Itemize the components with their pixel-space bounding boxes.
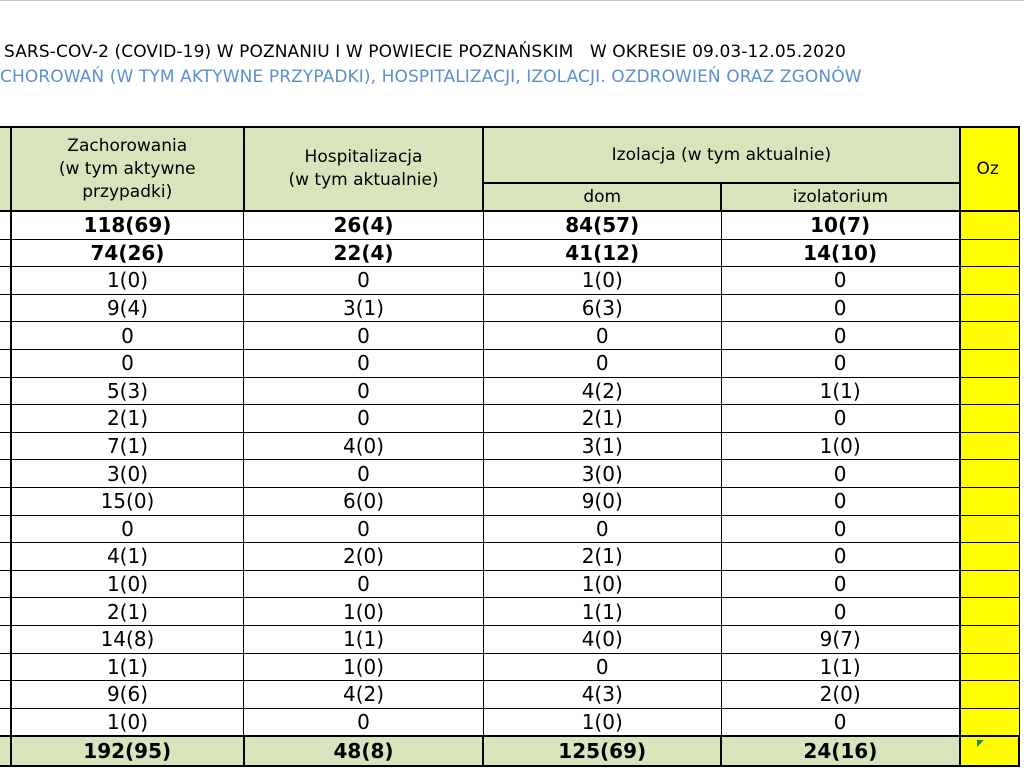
cell-hospitalizacja: 22(4) xyxy=(244,239,483,267)
cell-hospitalizacja: 0 xyxy=(244,570,483,598)
table-row xyxy=(0,267,1019,295)
cell-izolatorium: 9(7) xyxy=(721,625,959,653)
table-row xyxy=(0,349,1019,377)
cell-dom: 1(0) xyxy=(483,708,721,736)
header-hospitalizacja-line1: Hospitalizacja xyxy=(304,147,423,167)
cell-dom: 0 xyxy=(483,322,721,350)
cell-zachorowania: 2(1) xyxy=(11,598,244,626)
row-label-cell xyxy=(0,239,11,267)
cell-izolatorium: 0 xyxy=(721,570,959,598)
cell-hospitalizacja: 0 xyxy=(244,349,483,377)
header-dom: dom xyxy=(483,183,721,211)
cell-hospitalizacja: 4(0) xyxy=(244,432,483,460)
table-row xyxy=(0,653,1019,681)
cell-dom: 41(12) xyxy=(483,239,721,267)
cell-zachorowania: 0 xyxy=(11,349,244,377)
cell-zachorowania: 2(1) xyxy=(11,405,244,433)
row-label-cell xyxy=(0,405,11,433)
cell-ozdrowienia xyxy=(960,487,1019,515)
cell-zachorowania: 7(1) xyxy=(11,432,244,460)
cell-hospitalizacja: 0 xyxy=(244,708,483,736)
cell-zachorowania: 9(6) xyxy=(11,681,244,709)
table-row xyxy=(0,405,1019,433)
cell-zachorowania: 15(0) xyxy=(11,487,244,515)
cell-dom: 2(1) xyxy=(483,543,721,571)
cell-zachorowania: 74(26) xyxy=(11,239,244,267)
row-label-cell xyxy=(0,543,11,571)
header-zachorowania-line1: Zachorowania xyxy=(67,135,188,156)
table-row xyxy=(0,708,1019,736)
cell-hospitalizacja: 1(1) xyxy=(244,625,483,653)
cell-izolatorium: 1(1) xyxy=(721,653,959,681)
cell-dom: 3(0) xyxy=(483,460,721,488)
cell-izolatorium: 0 xyxy=(721,294,959,322)
cell-hospitalizacja: 6(0) xyxy=(244,487,483,515)
cell-hospitalizacja: 0 xyxy=(244,460,483,488)
cell-hospitalizacja: 26(4) xyxy=(244,211,483,239)
cell-zachorowania: 9(4) xyxy=(11,294,244,322)
cell-dom: 4(2) xyxy=(483,377,721,405)
header-izolacja: Izolacja (w tym aktualnie) xyxy=(483,127,959,183)
cell-zachorowania: 1(0) xyxy=(11,267,244,295)
cell-hospitalizacja: 0 xyxy=(244,515,483,543)
cell-zachorowania: 14(8) xyxy=(11,625,244,653)
row-label-cell xyxy=(0,460,11,488)
cell-dom: 0 xyxy=(483,349,721,377)
table-row xyxy=(0,681,1019,709)
row-label-cell xyxy=(0,294,11,322)
cell-izolatorium: 0 xyxy=(721,405,959,433)
cell-ozdrowienia xyxy=(960,267,1019,295)
row-label-cell xyxy=(0,487,11,515)
cell-ozdrowienia xyxy=(960,543,1019,571)
cell-zachorowania: 1(0) xyxy=(11,708,244,736)
cell-ozdrowienia xyxy=(960,239,1019,267)
row-label-cell xyxy=(0,625,11,653)
table-row xyxy=(0,377,1019,405)
cell-dom: 2(1) xyxy=(483,405,721,433)
cell-zachorowania: 0 xyxy=(11,515,244,543)
cell-dom: 0 xyxy=(483,653,721,681)
row-label-cell xyxy=(0,570,11,598)
cell-zachorowania: 3(0) xyxy=(11,460,244,488)
cell-dom: 4(3) xyxy=(483,681,721,709)
cell-dom: 84(57) xyxy=(483,211,721,239)
page-subtitle: CHOROWAŃ (W TYM AKTYWNE PRZYPADKI), HOSPITALIZACJI, IZOLACJI. OZDROWIEŃ ORAZ ZGONÓW xyxy=(0,67,862,87)
table-row xyxy=(0,543,1019,571)
cell-ozdrowienia xyxy=(960,294,1019,322)
total-dom: 125(69) xyxy=(483,736,721,766)
header-zachorowania-line2: (w tym aktywne xyxy=(58,158,196,179)
table-row xyxy=(0,211,1019,239)
row-label-cell xyxy=(0,432,11,460)
cell-ozdrowienia xyxy=(960,515,1019,543)
row-label-cell xyxy=(0,377,11,405)
header-ozdrowienia: Oz xyxy=(960,127,1019,211)
table-row xyxy=(0,239,1019,267)
header-hospitalizacja xyxy=(244,127,483,211)
cell-dom: 1(0) xyxy=(483,267,721,295)
table-row xyxy=(0,432,1019,460)
cell-hospitalizacja: 0 xyxy=(244,267,483,295)
row-label-cell xyxy=(0,653,11,681)
cell-hospitalizacja: 1(0) xyxy=(244,598,483,626)
cell-ozdrowienia xyxy=(960,405,1019,433)
cell-zachorowania: 1(1) xyxy=(11,653,244,681)
total-ozdrowienia xyxy=(960,736,1019,766)
row-label-cell xyxy=(0,349,11,377)
table-body xyxy=(0,211,1019,736)
table-row xyxy=(0,487,1019,515)
covid-stats-table xyxy=(0,126,1020,767)
cell-ozdrowienia xyxy=(960,432,1019,460)
cell-ozdrowienia xyxy=(960,598,1019,626)
header-zachorowania-line3: przypadki) xyxy=(82,181,173,202)
cell-izolatorium: 0 xyxy=(721,598,959,626)
header-izolatorium: izolatorium xyxy=(721,183,959,211)
row-label-cell xyxy=(0,708,11,736)
cell-hospitalizacja: 0 xyxy=(244,405,483,433)
table-row xyxy=(0,515,1019,543)
cell-ozdrowienia xyxy=(960,653,1019,681)
cell-izolatorium: 10(7) xyxy=(721,211,959,239)
total-zachorowania: 192(95) xyxy=(11,736,244,766)
row-label-cell xyxy=(0,211,11,239)
cell-hospitalizacja: 0 xyxy=(244,322,483,350)
table-row xyxy=(0,570,1019,598)
total-izolatorium: 24(16) xyxy=(721,736,959,766)
table-row xyxy=(0,322,1019,350)
cell-zachorowania: 4(1) xyxy=(11,543,244,571)
top-border-line xyxy=(0,0,1024,1)
cell-izolatorium: 14(10) xyxy=(721,239,959,267)
table-row xyxy=(0,598,1019,626)
cell-hospitalizacja: 1(0) xyxy=(244,653,483,681)
header-label-column xyxy=(0,127,11,211)
cell-izolatorium: 0 xyxy=(721,460,959,488)
cell-ozdrowienia xyxy=(960,349,1019,377)
table-row xyxy=(0,294,1019,322)
cell-ozdrowienia xyxy=(960,211,1019,239)
cell-izolatorium: 0 xyxy=(721,708,959,736)
cell-dom: 4(0) xyxy=(483,625,721,653)
cell-izolatorium: 1(0) xyxy=(721,432,959,460)
row-label-cell xyxy=(0,681,11,709)
total-hospitalizacja: 48(8) xyxy=(244,736,483,766)
cell-ozdrowienia xyxy=(960,681,1019,709)
cell-izolatorium: 0 xyxy=(721,349,959,377)
row-label-cell xyxy=(0,515,11,543)
cell-zachorowania: 5(3) xyxy=(11,377,244,405)
row-label-cell xyxy=(0,322,11,350)
page-title: SARS-COV-2 (COVID-19) W POZNANIU I W POWIECIE POZNAŃSKIM W OKRESIE 09.03-12.05.2020 xyxy=(4,42,846,62)
row-label-cell xyxy=(0,598,11,626)
cell-hospitalizacja: 2(0) xyxy=(244,543,483,571)
cell-ozdrowienia xyxy=(960,460,1019,488)
cell-izolatorium: 0 xyxy=(721,515,959,543)
cell-izolatorium: 0 xyxy=(721,543,959,571)
total-label-cell xyxy=(0,736,11,766)
cell-hospitalizacja: 4(2) xyxy=(244,681,483,709)
cell-ozdrowienia xyxy=(960,377,1019,405)
cell-zachorowania: 118(69) xyxy=(11,211,244,239)
header-hospitalizacja-line2: (w tym aktualnie) xyxy=(288,170,439,190)
cell-dom: 9(0) xyxy=(483,487,721,515)
cell-ozdrowienia xyxy=(960,570,1019,598)
header-zachorowania xyxy=(11,127,244,211)
cell-dom: 0 xyxy=(483,515,721,543)
cell-dom: 1(0) xyxy=(483,570,721,598)
table-row xyxy=(0,625,1019,653)
table-row xyxy=(0,460,1019,488)
cell-hospitalizacja: 0 xyxy=(244,377,483,405)
cell-hospitalizacja: 3(1) xyxy=(244,294,483,322)
cell-zachorowania: 0 xyxy=(11,322,244,350)
cell-ozdrowienia xyxy=(960,708,1019,736)
cell-dom: 3(1) xyxy=(483,432,721,460)
cell-zachorowania: 1(0) xyxy=(11,570,244,598)
cell-izolatorium: 0 xyxy=(721,267,959,295)
cell-comment-indicator xyxy=(977,740,984,747)
cell-ozdrowienia xyxy=(960,322,1019,350)
cell-izolatorium: 2(0) xyxy=(721,681,959,709)
cell-izolatorium: 1(1) xyxy=(721,377,959,405)
cell-dom: 1(1) xyxy=(483,598,721,626)
cell-dom: 6(3) xyxy=(483,294,721,322)
cell-izolatorium: 0 xyxy=(721,322,959,350)
cell-ozdrowienia xyxy=(960,625,1019,653)
row-label-cell xyxy=(0,267,11,295)
cell-izolatorium: 0 xyxy=(721,487,959,515)
